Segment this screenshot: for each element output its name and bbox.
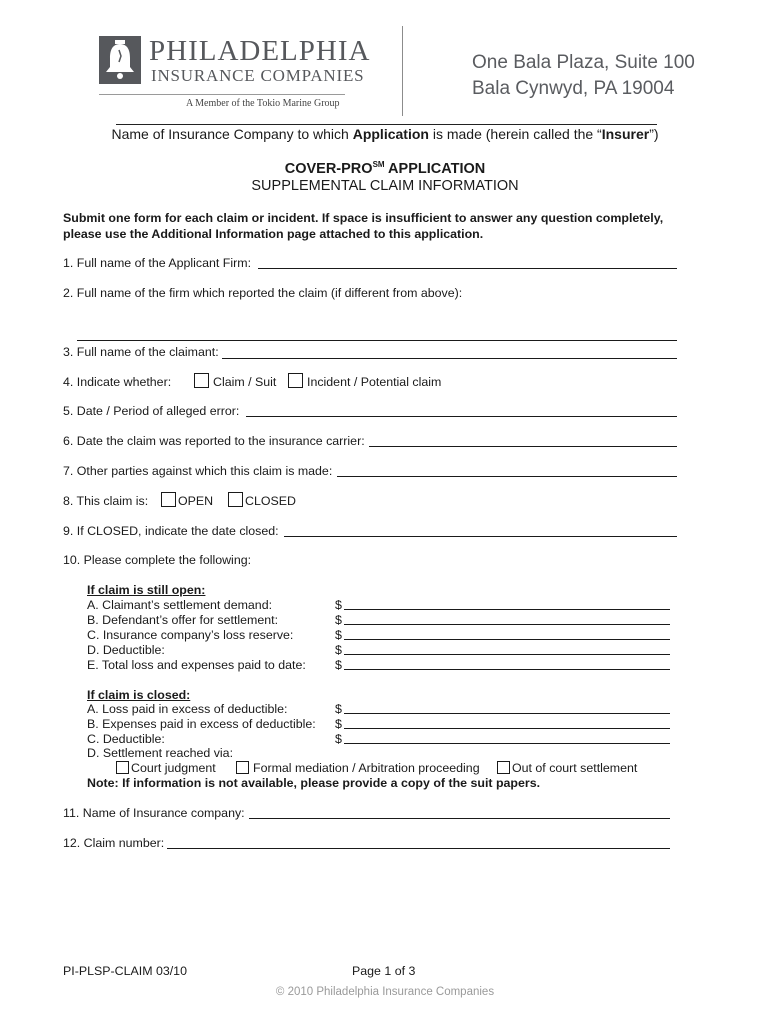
page-number: Page 1 of 3 <box>352 964 416 978</box>
insurer-name-field[interactable] <box>116 124 657 125</box>
insurer-caption-application: Application <box>352 126 429 142</box>
logo-divider <box>99 94 345 95</box>
insurer-caption-text: ”) <box>649 126 659 142</box>
suit-papers-note: Note: If information is not available, please provide a copy of the suit papers. <box>87 776 541 790</box>
open-item-b-label: B. Defendant’s offer for settlement: <box>87 613 279 627</box>
header-divider <box>402 26 403 116</box>
logo-tagline: A Member of the Tokio Marine Group <box>186 98 340 109</box>
dollar-sign: $ <box>335 613 342 627</box>
closed-item-b-label: B. Expenses paid in excess of deductible: <box>87 717 316 731</box>
q7-label: 7. Other parties against which this claim is made: <box>63 464 333 478</box>
open-item-d-field[interactable] <box>344 654 670 655</box>
title-main: COVER-PRO <box>284 160 373 177</box>
court-judgment-label: Court judgment <box>131 761 216 775</box>
q8-label: 8. This claim is: <box>63 494 149 508</box>
insurer-caption-text: is made (herein called the “ <box>428 126 602 142</box>
closed-item-a-label: A. Loss paid in excess of deductible: <box>87 702 288 716</box>
insurer-caption <box>0 126 770 142</box>
out-of-court-checkbox[interactable] <box>497 761 510 774</box>
dollar-sign: $ <box>335 702 342 716</box>
open-section-heading: If claim is still open: <box>87 583 206 597</box>
dollar-sign: $ <box>335 658 342 672</box>
claim-suit-label: Claim / Suit <box>213 375 277 389</box>
dollar-sign: $ <box>335 628 342 642</box>
form-title <box>0 160 770 177</box>
closed-item-d-label: D. Settlement reached via: <box>87 746 234 760</box>
open-item-b-field[interactable] <box>344 624 670 625</box>
q9-field[interactable] <box>284 536 677 537</box>
q12-field[interactable] <box>167 848 670 849</box>
liberty-bell-logo-icon <box>99 36 141 84</box>
q5-field[interactable] <box>246 416 677 417</box>
address-line-2: Bala Cynwyd, PA 19004 <box>472 78 675 99</box>
dollar-sign: $ <box>335 598 342 612</box>
closed-item-b-field[interactable] <box>344 728 670 729</box>
q12-label: 12. Claim number: <box>63 836 165 850</box>
logo-subtitle: INSURANCE COMPANIES <box>151 66 365 85</box>
closed-label: CLOSED <box>245 494 296 508</box>
q10-label: 10. Please complete the following: <box>63 553 252 567</box>
insurer-caption-text: Name of Insurance Company to which <box>111 126 353 142</box>
dollar-sign: $ <box>335 717 342 731</box>
open-item-a-field[interactable] <box>344 609 670 610</box>
instructions: Submit one form for each claim or incident. If space is insufficient to answer any question completely, please use the Additional Information page attached to this application. <box>63 211 664 241</box>
q1-label: 1. Full name of the Applicant Firm: <box>63 256 252 270</box>
q2-label: 2. Full name of the firm which reported the claim (if different from above): <box>63 286 463 300</box>
logo-name: PHILADELPHIA <box>149 35 371 67</box>
copyright: © 2010 Philadelphia Insurance Companies <box>275 986 495 998</box>
incident-checkbox[interactable] <box>288 373 303 388</box>
out-of-court-label: Out of court settlement <box>512 761 638 775</box>
q3-label: 3. Full name of the claimant: <box>63 345 219 359</box>
open-item-a-label: A. Claimant’s settlement demand: <box>87 598 273 612</box>
open-item-e-field[interactable] <box>344 669 670 670</box>
closed-item-c-field[interactable] <box>344 743 670 744</box>
closed-section-heading: If claim is closed: <box>87 688 191 702</box>
insurer-caption-insurer: Insurer <box>601 126 650 142</box>
mediation-checkbox[interactable] <box>236 761 249 774</box>
q9-label: 9. If CLOSED, indicate the date closed: <box>63 524 279 538</box>
q1-field[interactable] <box>258 268 677 269</box>
dollar-sign: $ <box>335 643 342 657</box>
q6-field[interactable] <box>369 446 677 447</box>
claim-suit-checkbox[interactable] <box>194 373 209 388</box>
closed-checkbox[interactable] <box>228 492 243 507</box>
open-checkbox[interactable] <box>161 492 176 507</box>
q6-label: 6. Date the claim was reported to the insurance carrier: <box>63 434 365 448</box>
q3-field[interactable] <box>222 358 677 359</box>
open-item-e-label: E. Total loss and expenses paid to date: <box>87 658 306 672</box>
closed-item-c-label: C. Deductible: <box>87 732 165 746</box>
closed-item-a-field[interactable] <box>344 713 670 714</box>
open-item-c-field[interactable] <box>344 639 670 640</box>
q11-field[interactable] <box>249 818 670 819</box>
title-main-rest: APPLICATION <box>384 160 486 177</box>
open-label: OPEN <box>178 494 214 508</box>
open-item-d-label: D. Deductible: <box>87 643 165 657</box>
form-code: PI-PLSP-CLAIM 03/10 <box>63 964 187 978</box>
q5-label: 5. Date / Period of alleged error: <box>63 404 240 418</box>
incident-label: Incident / Potential claim <box>307 375 442 389</box>
dollar-sign: $ <box>335 732 342 746</box>
open-item-c-label: C. Insurance company’s loss reserve: <box>87 628 294 642</box>
mediation-label: Formal mediation / Arbitration proceeding <box>253 761 480 775</box>
address-line-1: One Bala Plaza, Suite 100 <box>472 52 695 73</box>
q4-label: 4. Indicate whether: <box>63 375 172 389</box>
form-subtitle: SUPPLEMENTAL CLAIM INFORMATION <box>251 178 519 194</box>
q2-field[interactable] <box>77 340 677 341</box>
court-judgment-checkbox[interactable] <box>116 761 129 774</box>
title-superscript: SM <box>372 160 385 169</box>
q11-label: 11. Name of Insurance company: <box>63 806 245 820</box>
q7-field[interactable] <box>337 476 677 477</box>
